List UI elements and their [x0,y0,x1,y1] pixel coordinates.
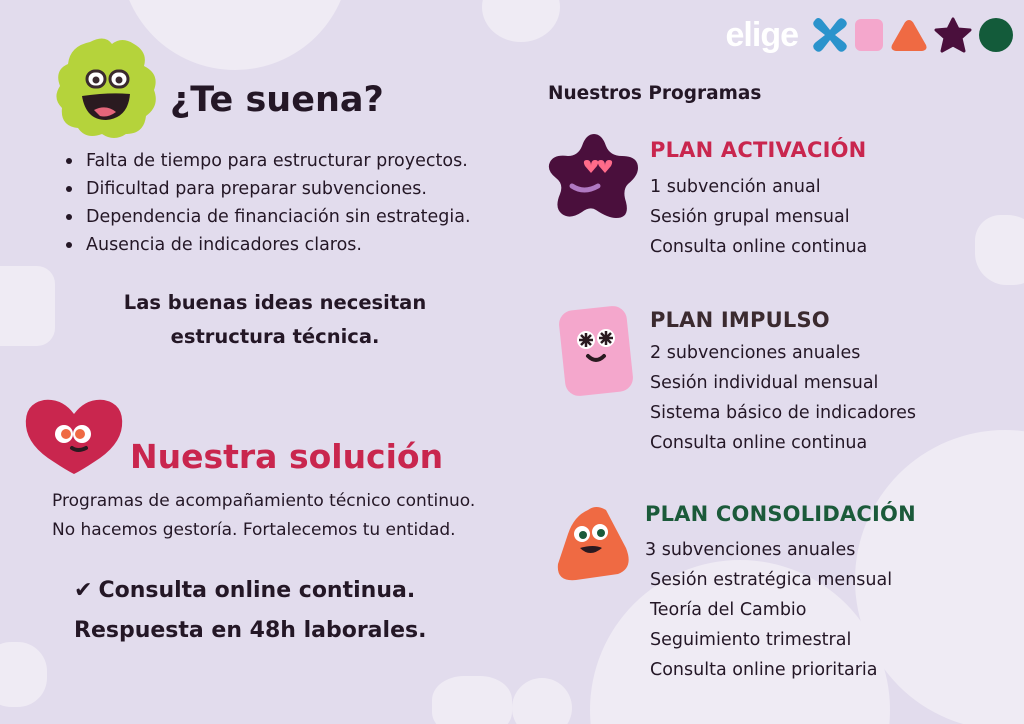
list-item: Sistema básico de indicadores [650,403,916,423]
list-item: Falta de tiempo para estructurar proyectos. [62,147,471,175]
contact-block [74,571,426,651]
list-item: 2 subvenciones anuales [650,343,861,363]
solution-line-2: No hacemos gestoría. Fortalecemos tu entidad. [52,520,456,540]
rounded-square-icon [854,18,884,52]
list-item: Dificultad para preparar subvenciones. [62,175,471,203]
list-item: Sesión individual mensual [650,373,879,393]
bg-blob-bottom-mid [432,676,512,724]
solution-description [52,487,475,545]
tagline [60,286,490,354]
circle-shape-icon [978,17,1014,53]
list-item: Sesión grupal mensual [650,207,850,227]
bg-blob-left-square [0,266,55,346]
logo-wordmark: elige [725,16,798,54]
plan-consolidacion-items [645,535,892,685]
plan-impulso-items [650,338,916,458]
bg-blob-bottom-left [0,642,47,707]
contact-line-1-text: Consulta online continua. [98,578,416,603]
programs-title: Nuestros Programas [548,83,762,104]
triangle-shape-icon [890,18,928,52]
brand-logo [726,16,1014,54]
plan-consolidacion-title: PLAN CONSOLIDACIÓN [645,502,916,526]
problems-list [62,147,471,259]
contact-line-1 [74,571,426,611]
plan-activacion-items [650,172,867,262]
list-item: Seguimiento trimestral [650,630,852,650]
contact-line-2: Respuesta en 48h laborales. [74,618,427,643]
heart-mascot-icon [24,396,124,476]
green-blob-mascot-icon [50,34,165,142]
pink-square-mascot-icon [556,302,638,398]
te-suena-heading: ¿Te suena? [170,80,384,120]
list-item: 3 subvenciones anuales [645,540,856,560]
star-shape-icon [934,17,972,53]
cross-shape-icon [812,17,848,53]
bg-blob-bottom-right-small [512,678,572,724]
tagline-line-2: estructura técnica. [170,325,380,348]
list-item: Teoría del Cambio [650,600,807,620]
list-item: Dependencia de financiación sin estrategia. [62,203,471,231]
list-item: Consulta online continua [650,237,868,257]
solution-heading: Nuestra solución [130,437,444,476]
list-item: Ausencia de indicadores claros. [62,231,471,259]
list-item: 1 subvención anual [650,177,821,197]
list-item: Consulta online prioritaria [650,660,878,680]
list-item: Sesión estratégica mensual [650,570,893,590]
orange-triangle-mascot-icon [554,504,636,584]
bg-blob-top-center [482,0,560,42]
plan-activacion-title: PLAN ACTIVACIÓN [650,138,867,162]
dark-star-mascot-icon [546,130,642,222]
solution-line-1: Programas de acompañamiento técnico continuo. [52,491,476,511]
tagline-line-1: Las buenas ideas necesitan [123,291,427,314]
check-icon: ✔ [74,578,93,603]
list-item: Consulta online continua [650,433,868,453]
plan-impulso-title: PLAN IMPULSO [650,308,830,332]
bg-blob-right-flower [975,215,1024,285]
